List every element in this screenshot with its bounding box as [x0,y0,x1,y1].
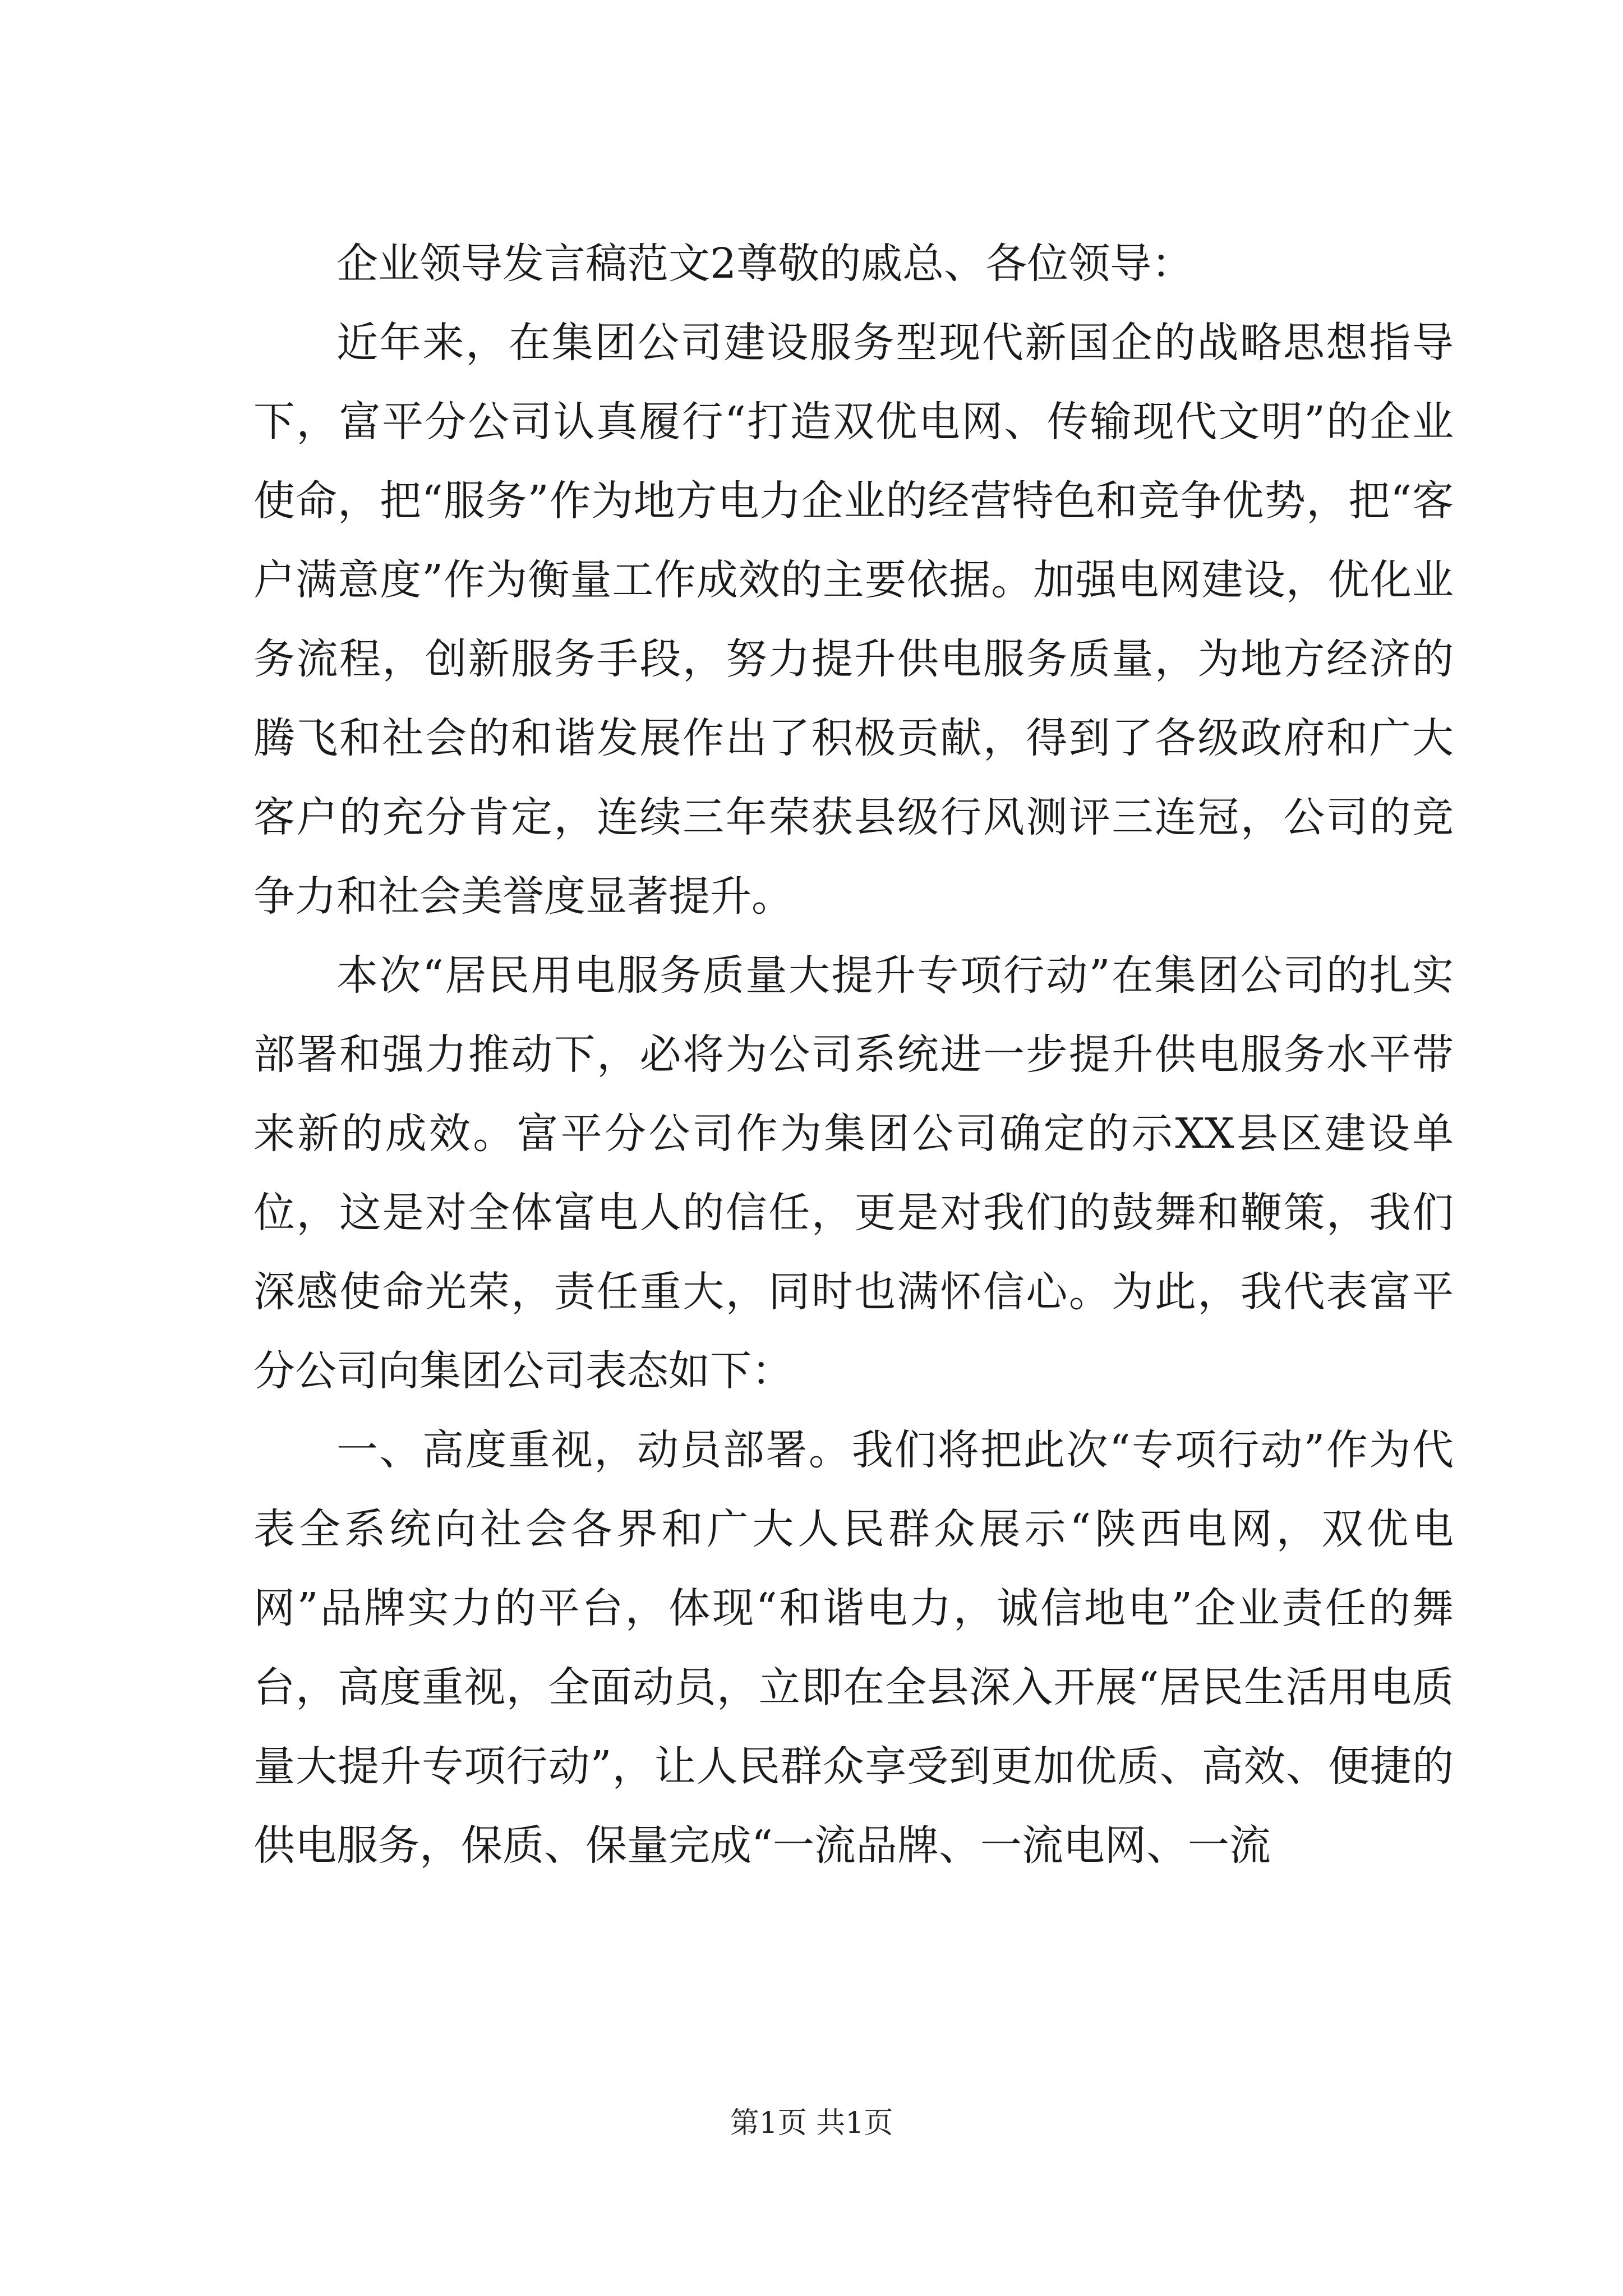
document-body [253,224,1454,1885]
paragraph-point-one: 一、高度重视，动员部署。我们将把此次“专项行动”作为代表全系统向社会各界和广大人民群众展示“陕西电网，双优电网”品牌实力的平台，体现“和谐电力，诚信地电”企业责任的舞台，高度重视，全面动员，立即在全县深入开展“居民生活用电质量大提升专项行动”，让人民群众享受到更加优质、高效、便捷的供电服务，保质、保量完成“一流品牌、一流电网、一流 [253,1426,1454,1870]
paragraph-intro: 近年来，在集团公司建设服务型现代新国企的战略思想指导下，富平分公司认真履行“打造双优电网、传输现代文明”的企业使命，把“服务”作为地方电力企业的经营特色和竞争优势，把“客户满意度”作为衡量工作成效的主要依据。加强电网建设，优化业务流程，创新服务手段，努力提升供电服务质量，为地方经济的腾飞和社会的和谐发展作出了积极贡献，得到了各级政府和广大客户的充分肯定，连续三年荣获县级行风测评三连冠，公司的竞争力和社会美誉度显著提升。 [253,319,1454,921]
page-footer: 第1页 共1页 [730,2106,893,2140]
paragraph-heading: 企业领导发言稿范文2尊敬的戚总、各位领导： [336,240,1193,288]
paragraph-special-action: 本次“居民用电服务质量大提升专项行动”在集团公司的扎实部署和强力推动下，必将为公司系统进一步提升供电服务水平带来新的成效。富平分公司作为集团公司确定的示XX县区建设单位，这是对全体富电人的信任，更是对我们的鼓舞和鞭策，我们深感使命光荣，责任重大，同时也满怀信心。为此，我代表富平分公司向集团公司表态如下： [253,951,1454,1395]
